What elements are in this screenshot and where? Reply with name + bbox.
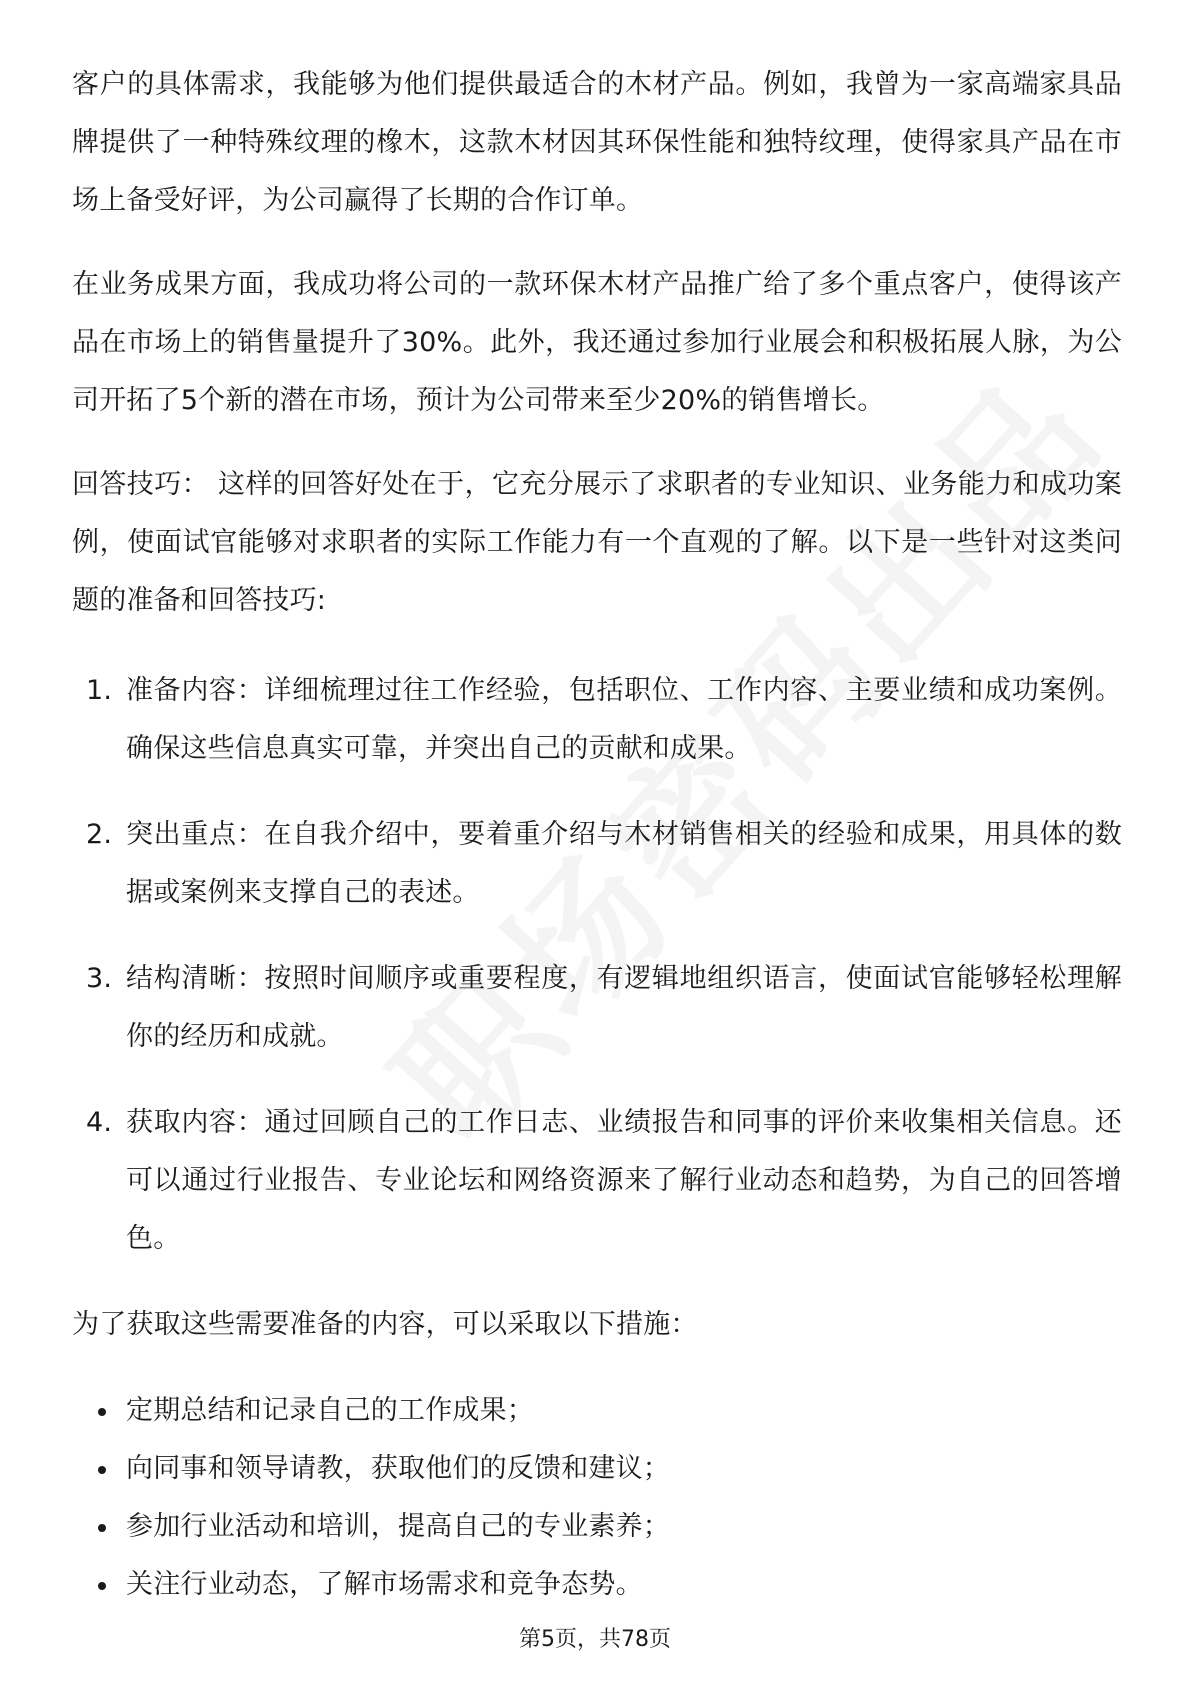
paragraph-business-results: 在业务成果方面，我成功将公司的一款环保木材产品推广给了多个重点客户，使得该产品在市场上的销售量提升了30%。此外，我还通过参加行业展会和积极拓展人脉，为公司开拓了5个新的潜在市场，预计为公司带来至少20%的销售增长。 <box>72 269 1122 416</box>
bullet-icon <box>98 1582 106 1590</box>
list-item-number: 1. <box>86 675 113 706</box>
list-item <box>72 1556 1122 1614</box>
tips-list <box>72 662 1122 1268</box>
list-item <box>72 1094 1122 1268</box>
page-number: 第5页，共78页 <box>519 1627 671 1652</box>
list-item <box>72 662 1122 778</box>
paragraph-measures-intro: 为了获取这些需要准备的内容，可以采取以下措施： <box>72 1309 698 1340</box>
bullet-icon <box>98 1524 106 1532</box>
paragraph-customer-needs: 客户的具体需求，我能够为他们提供最适合的木材产品。例如，我曾为一家高端家具品牌提供了一种特殊纹理的橡木，这款木材因其环保性能和独特纹理，使得家具产品在市场上备受好评，为公司赢得了长期的合作订单。 <box>72 69 1122 216</box>
page-content <box>72 56 1122 1614</box>
measures-list <box>72 1382 1122 1614</box>
list-item-text: 参加行业活动和培训，提高自己的专业素养； <box>126 1511 670 1542</box>
list-item-number: 2. <box>86 819 113 850</box>
paragraph-answer-tips: 回答技巧： 这样的回答好处在于，它充分展示了求职者的专业知识、业务能力和成功案例，使面试官能够对求职者的实际工作能力有一个直观的了解。以下是一些针对这类问题的准备和回答技巧: <box>72 469 1122 616</box>
list-item <box>72 950 1122 1066</box>
list-item-text: 定期总结和记录自己的工作成果； <box>126 1395 534 1426</box>
list-item-text: 结构清晰：按照时间顺序或重要程度，有逻辑地组织语言，使面试官能够轻松理解你的经历和成就。 <box>126 963 1122 1052</box>
bullet-icon <box>98 1408 106 1416</box>
list-item <box>72 1382 1122 1440</box>
list-item-text: 关注行业动态，了解市场需求和竞争态势。 <box>126 1569 643 1600</box>
list-item-number: 4. <box>86 1107 113 1138</box>
list-item <box>72 1440 1122 1498</box>
list-item-text: 准备内容：详细梳理过往工作经验，包括职位、工作内容、主要业绩和成功案例。确保这些信息真实可靠，并突出自己的贡献和成果。 <box>126 675 1122 764</box>
list-item <box>72 1498 1122 1556</box>
list-item-text: 突出重点：在自我介绍中，要着重介绍与木材销售相关的经验和成果，用具体的数据或案例来支撑自己的表述。 <box>126 819 1122 908</box>
list-item <box>72 806 1122 922</box>
list-item-text: 向同事和领导请教，获取他们的反馈和建议； <box>126 1453 670 1484</box>
bullet-icon <box>98 1466 106 1474</box>
list-item-text: 获取内容：通过回顾自己的工作日志、业绩报告和同事的评价来收集相关信息。还可以通过行业报告、专业论坛和网络资源来了解行业动态和趋势，为自己的回答增色。 <box>126 1107 1122 1254</box>
list-item-number: 3. <box>86 963 113 994</box>
